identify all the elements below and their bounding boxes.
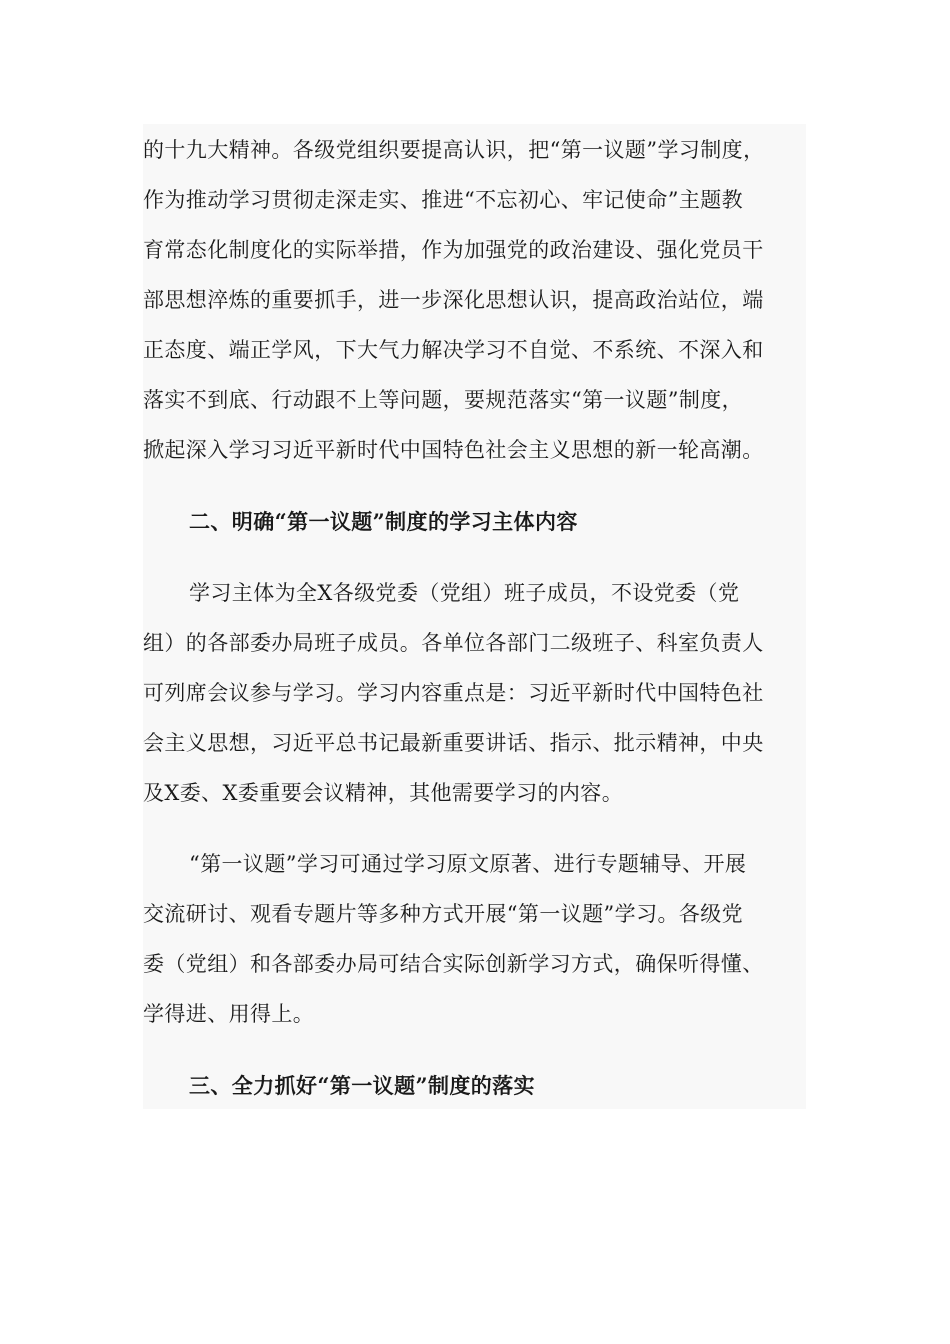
paragraph-line: 学习主体为全X各级党委（党组）班子成员，不设党委（党 [189,581,740,605]
paragraph-3 [143,839,806,1039]
paragraph-line: 可列席会议参与学习。学习内容重点是：习近平新时代中国特色社 [143,681,764,705]
paragraph-line: 的十九大精神。各级党组织要提高认识，把“第一议题”学习制度， [143,138,765,162]
paragraph-line: 作为推动学习贯彻走深走实、推进“不忘初心、牢记使命”主题教 [143,188,744,212]
paragraph-line: 掀起深入学习习近平新时代中国特色社会主义思想的新一轮高潮。 [143,438,764,462]
paragraph-2 [143,568,806,818]
paragraph-line: 组）的各部委办局班子成员。各单位各部门二级班子、科室负责人 [143,631,764,655]
paragraph-line: 正态度、端正学风，下大气力解决学习不自觉、不系统、不深入和 [143,338,764,362]
paragraph-line: 落实不到底、行动跟不上等问题，要规范落实“第一议题”制度， [143,388,744,412]
paragraph-line: 部思想淬炼的重要抓手，进一步深化思想认识，提高政治站位，端 [143,288,764,312]
paragraph-line: 委（党组）和各部委办局可结合实际创新学习方式，确保听得懂、 [143,952,764,976]
section-heading-3: 三、全力抓好“第一议题”制度的落实 [189,1073,535,1098]
paragraph-line: “第一议题”学习可通过学习原文原著、进行专题辅导、开展 [189,852,747,876]
paragraph-line: 交流研讨、观看专题片等多种方式开展“第一议题”学习。各级党 [143,902,744,926]
paragraph-line: 育常态化制度化的实际举措，作为加强党的政治建设、强化党员干 [143,238,764,262]
paragraph-line: 会主义思想，习近平总书记最新重要讲话、指示、批示精神，中央 [143,731,764,755]
paragraph-line: 学得进、用得上。 [143,1002,315,1026]
paragraph-line: 及X委、X委重要会议精神，其他需要学习的内容。 [143,781,624,805]
section-heading-2: 二、明确“第一议题”制度的学习主体内容 [189,509,578,534]
paragraph-1 [143,125,806,475]
document-text-block [143,124,806,1109]
